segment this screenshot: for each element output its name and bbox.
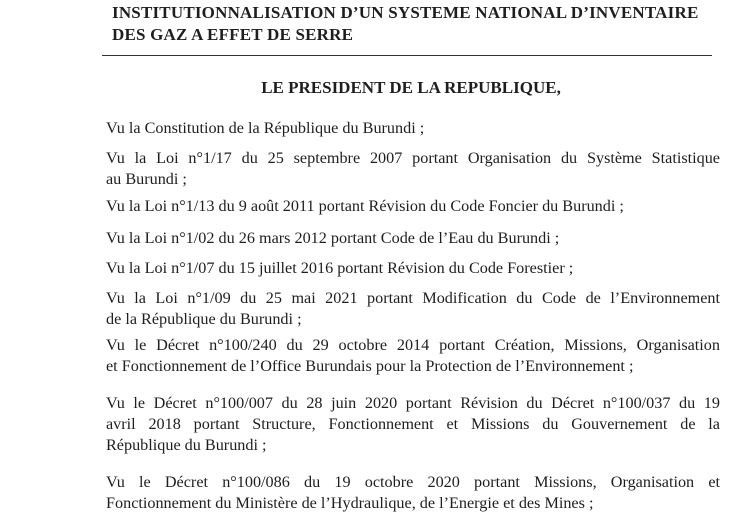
visa-line: Vu le Décret n°100/007 du 28 juin 2020 portant Révision du Décret n°100/037 du 19 xyxy=(106,394,720,412)
visa-line: avril 2018 portant Structure, Fonctionnement et Missions du Gouvernement de la xyxy=(106,415,720,433)
visa-line: Vu la Loi n°1/13 du 9 août 2011 portant Révision du Code Foncier du Burundi ; xyxy=(106,197,624,215)
visa-line: Vu le Décret n°100/086 du 19 octobre 2020 portant Missions, Organisation et xyxy=(106,473,720,491)
visa-line: Vu la Constitution de la République du Burundi ; xyxy=(106,119,425,137)
visa-line: de la République du Burundi ; xyxy=(106,310,302,328)
visa-line: Vu la Loi n°1/07 du 15 juillet 2016 portant Révision du Code Forestier ; xyxy=(106,259,574,277)
visa-line: Vu la Loi n°1/17 du 25 septembre 2007 portant Organisation du Système Statistique xyxy=(106,149,720,167)
visa-paragraph xyxy=(106,335,720,377)
visa-line: Fonctionnement du Ministère de l’Hydraulique, de l’Energie et des Mines ; xyxy=(106,494,594,512)
visa-paragraph xyxy=(106,228,720,249)
president-heading: LE PRESIDENT DE LA REPUBLIQUE, xyxy=(261,78,561,97)
visa-paragraph xyxy=(106,393,720,456)
visa-paragraph xyxy=(106,258,720,279)
visa-paragraph xyxy=(106,118,720,139)
title-line-1: INSTITUTIONNALISATION D’UN SYSTEME NATIONAL D’INVENTAIRE xyxy=(112,3,699,22)
visa-line: au Burundi ; xyxy=(106,170,187,188)
title-line-2: DES GAZ A EFFET DE SERRE xyxy=(112,25,354,44)
visa-paragraph xyxy=(106,288,720,330)
visa-line: Vu le Décret n°100/240 du 29 octobre 2014 portant Création, Missions, Organisation xyxy=(106,336,720,354)
visa-paragraph xyxy=(106,196,720,217)
visa-paragraph xyxy=(106,472,720,514)
visa-paragraph xyxy=(106,148,720,190)
visa-line: Vu la Loi n°1/09 du 25 mai 2021 portant Modification du Code de l’Environnement xyxy=(106,289,720,307)
visa-line: Vu la Loi n°1/02 du 26 mars 2012 portant Code de l’Eau du Burundi ; xyxy=(106,229,560,247)
document-title xyxy=(112,2,732,46)
title-separator-rule xyxy=(102,55,712,56)
visa-line: et Fonctionnement de l’Office Burundais pour la Protection de l’Environnement ; xyxy=(106,357,634,375)
visa-line: République du Burundi ; xyxy=(106,436,267,454)
